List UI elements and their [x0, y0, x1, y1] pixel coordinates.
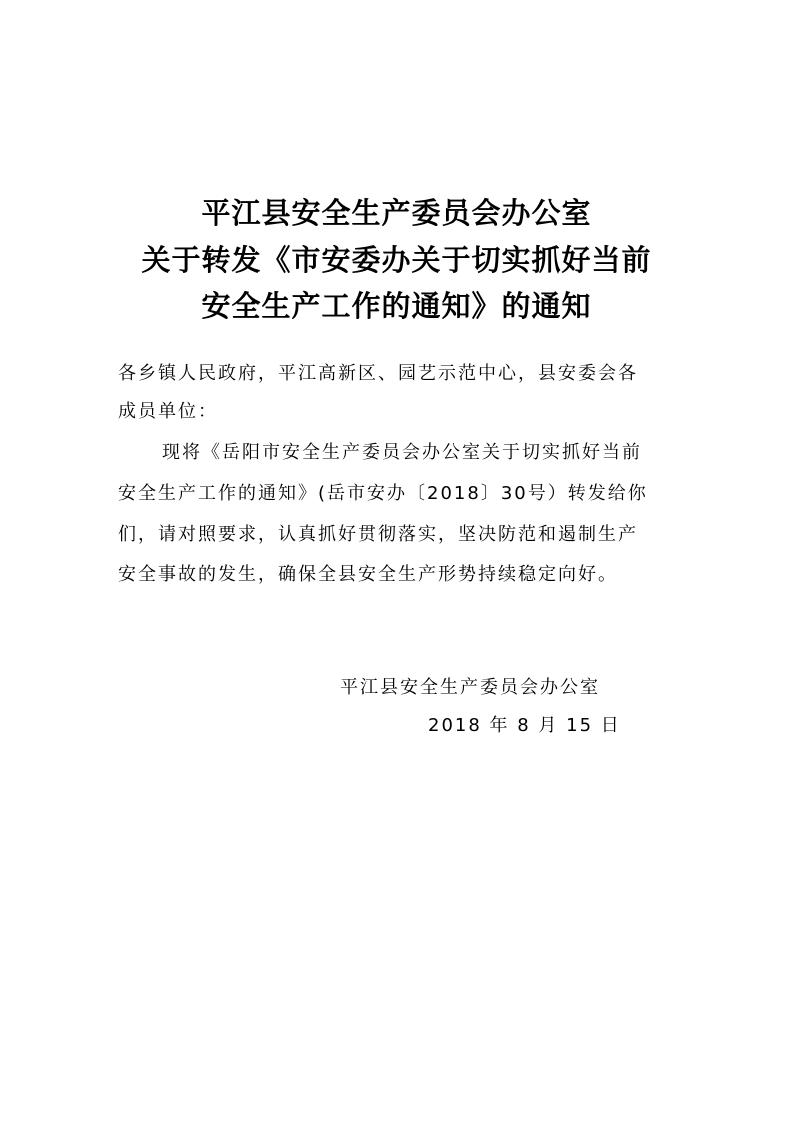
body-line-4: 安全事故的发生，确保全县安全生产形势持续稳定向好。 — [118, 564, 618, 585]
signature-issuer: 平江县安全生产委员会办公室 — [340, 677, 600, 698]
document-title-line-2: 关于转发《市安委办关于切实抓好当前 — [141, 243, 652, 277]
signature-date: 2018 年 8 月 15 日 — [428, 715, 621, 736]
body-line-1: 现将《岳阳市安全生产委员会办公室关于切实抓好当前 — [162, 442, 642, 463]
addressee-line-2: 成员单位： — [118, 401, 218, 422]
document-title-line-1: 平江县安全生产委员会办公室 — [201, 196, 592, 230]
body-line-3: 们，请对照要求，认真抓好贯彻落实，坚决防范和遏制生产 — [118, 524, 638, 545]
addressee-line-1: 各乡镇人民政府，平江高新区、园艺示范中心，县安委会各 — [118, 363, 638, 384]
body-line-2: 安全生产工作的通知》(岳市安办〔2018〕30号）转发给你 — [118, 483, 648, 504]
document-title-line-3: 安全生产工作的通知》的通知 — [201, 289, 592, 323]
